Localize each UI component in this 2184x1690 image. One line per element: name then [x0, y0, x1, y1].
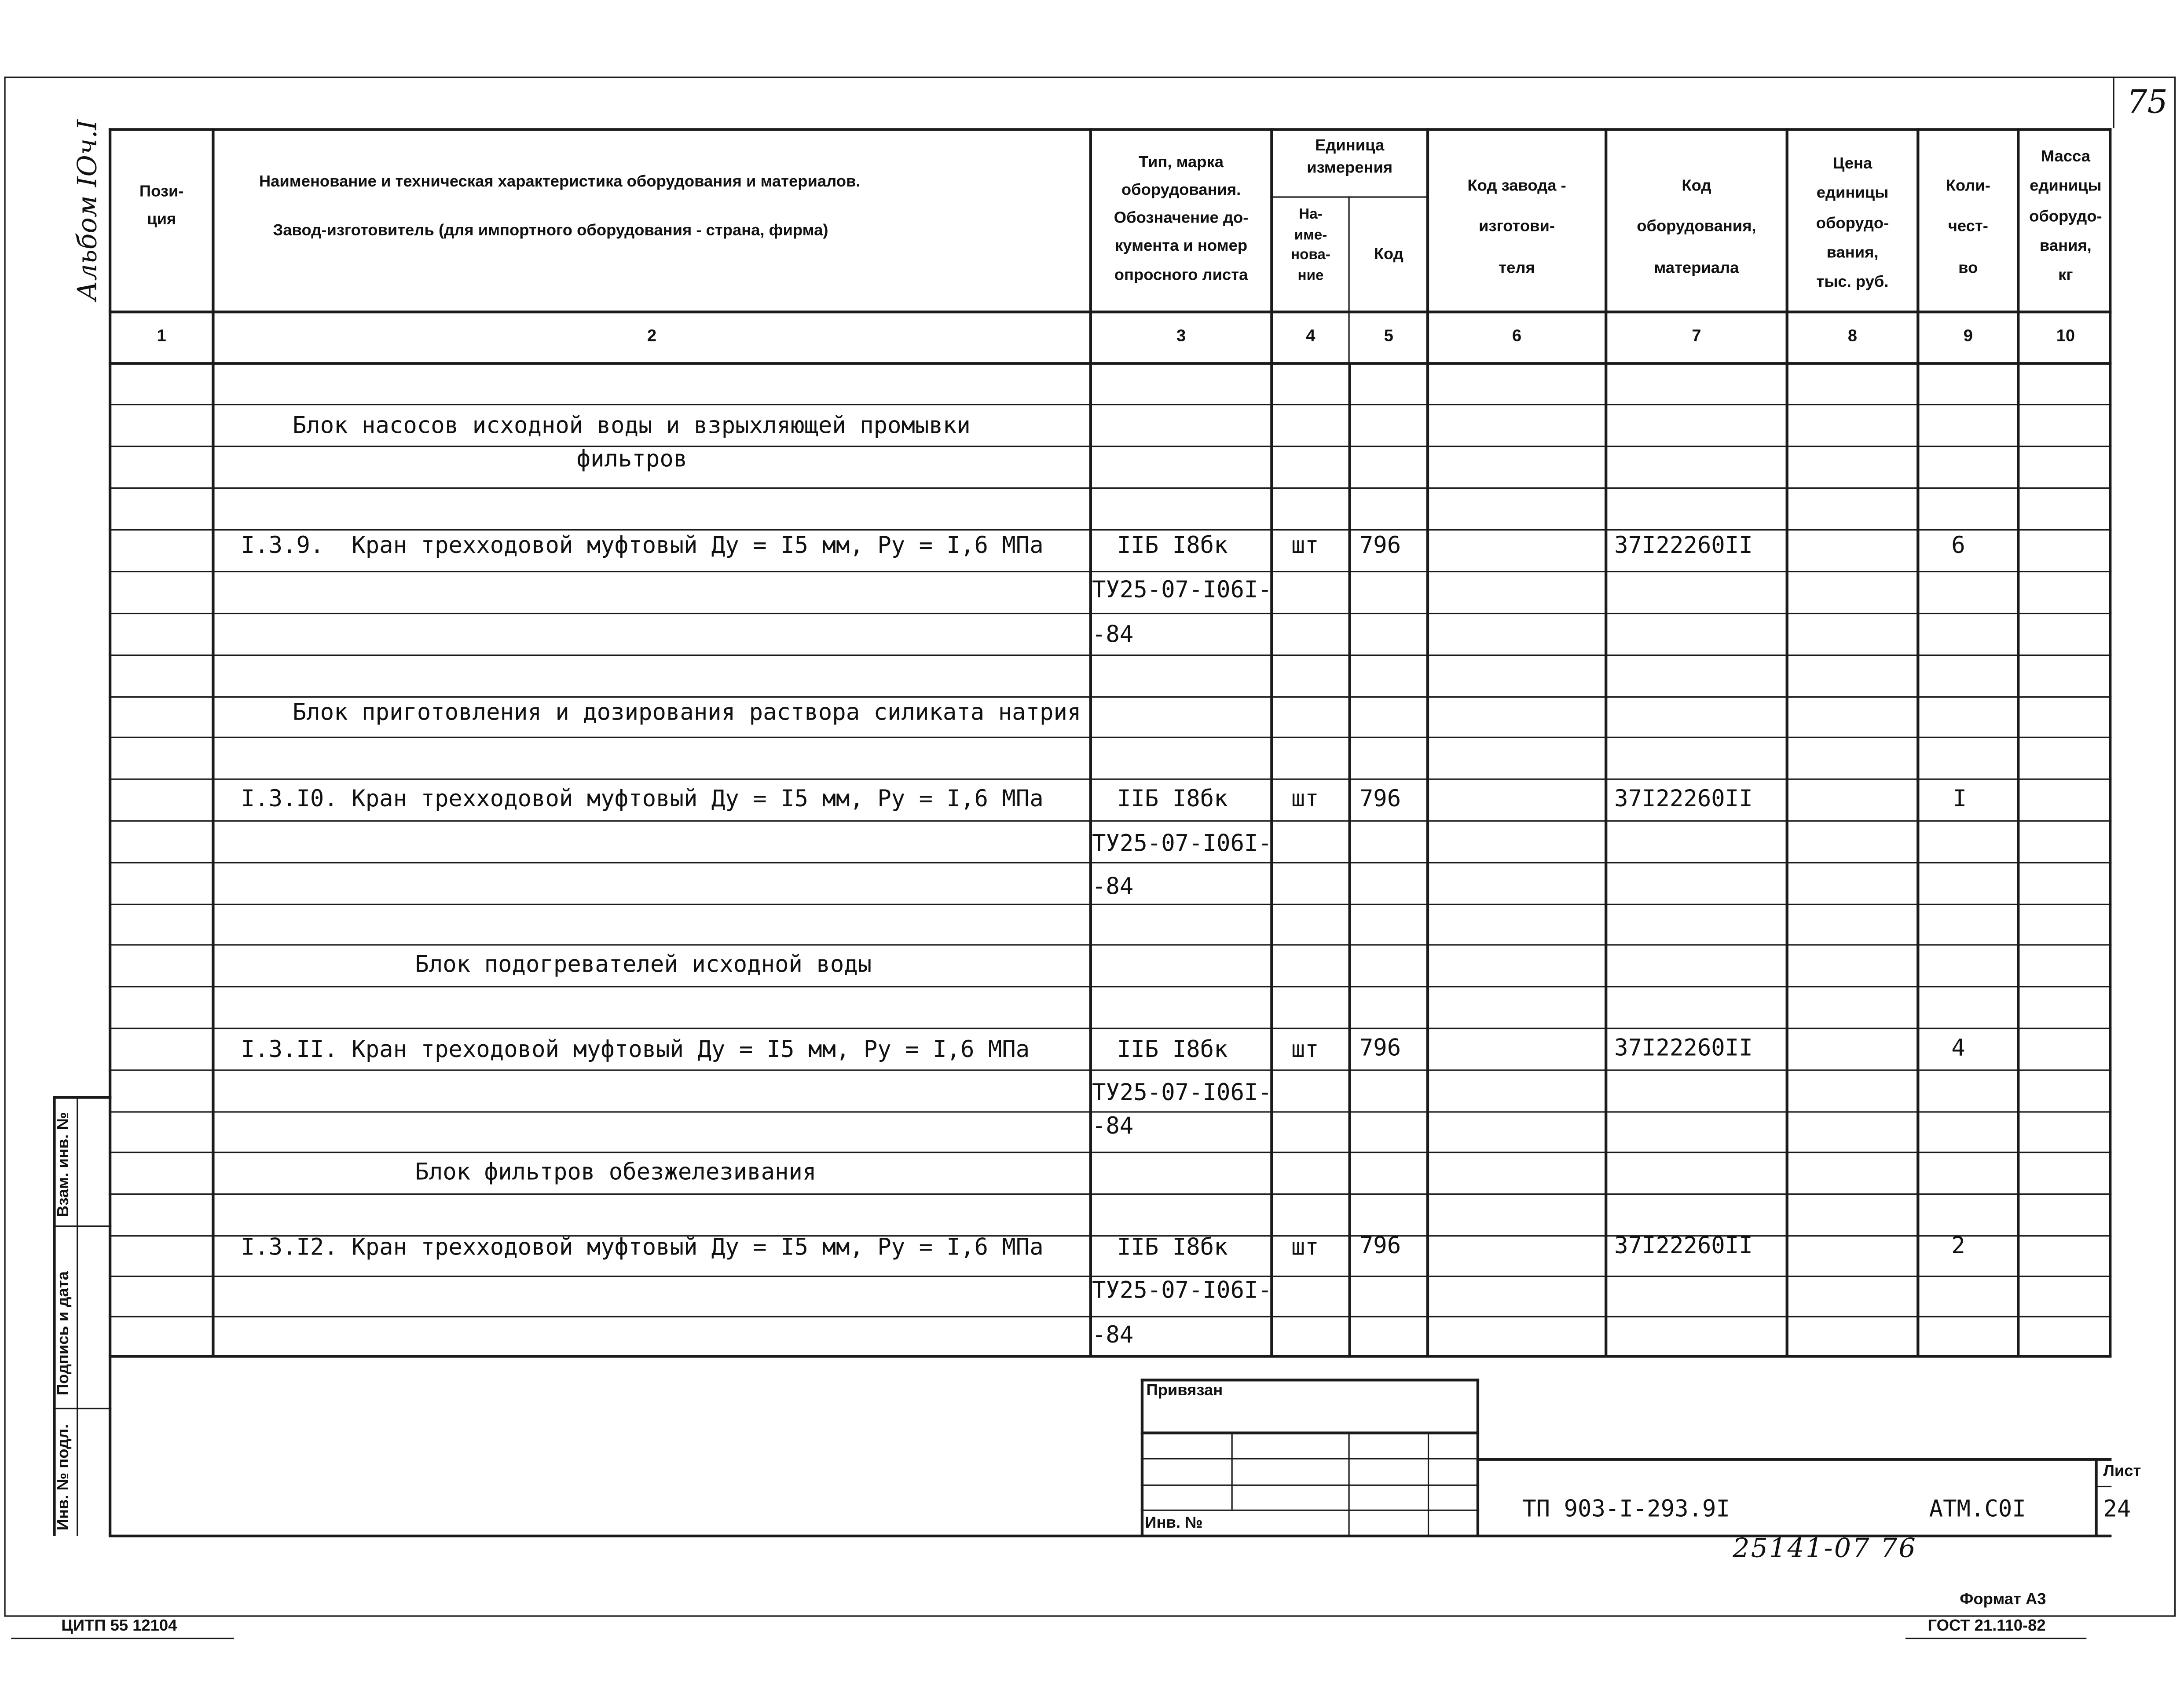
- header-name-line1: Наименование и техническая характеристика оборудования и материалов.: [259, 174, 861, 191]
- footer-format: Формат А3: [1960, 1591, 2046, 1609]
- item-quantity: 4: [1951, 1035, 1965, 1061]
- item-equipment-code: 37I22260II: [1614, 785, 1753, 812]
- section-title: Блок фильтров обезжелезивания: [415, 1158, 817, 1185]
- footer-gost: ГОСТ 21.110-82: [1927, 1618, 2046, 1635]
- item-document: -84: [1092, 621, 1134, 648]
- column-number: 9: [1963, 326, 1973, 346]
- item-unit-code: 796: [1359, 785, 1401, 812]
- header-factory-code: Код завода - изготови- теля: [1467, 178, 1566, 277]
- item-document: -84: [1092, 1112, 1134, 1139]
- section-title: Блок насосов исходной воды и взрыхляющей промывки: [292, 412, 971, 439]
- handwritten-number: 25141-07 76: [1733, 1533, 1917, 1564]
- header-price: Цена единицы оборудо- вания, тыс. руб.: [1816, 156, 1889, 291]
- item-unit: шт: [1291, 532, 1319, 559]
- item-equipment-code: 37I22260II: [1614, 532, 1753, 559]
- item-unit: шт: [1291, 1233, 1319, 1261]
- sheet-number: 24: [2103, 1496, 2131, 1522]
- item-unit-code: 796: [1359, 1035, 1401, 1061]
- item-name: I.3.9. Кран трехходовой муфтовый Ду = I5 мм, Ру = I,6 МПа: [241, 532, 1044, 559]
- header-unit-code: Код: [1374, 246, 1403, 263]
- item-unit: шт: [1291, 785, 1319, 812]
- header-unit-group: Единица измерения: [1307, 138, 1393, 176]
- item-type: IIБ I8бк: [1117, 532, 1228, 559]
- column-number: 5: [1384, 326, 1393, 346]
- item-document: ТУ25-07-I06I-: [1092, 576, 1272, 603]
- item-document: -84: [1092, 873, 1134, 900]
- frame-bottom: [4, 1615, 2175, 1617]
- sheet-label: Лист: [2103, 1463, 2141, 1481]
- item-document: ТУ25-07-I06I-: [1092, 1277, 1272, 1304]
- frame-top: [4, 77, 2175, 78]
- item-document: -84: [1092, 1321, 1134, 1348]
- footer-left: ЦИТП 55 12104: [61, 1618, 177, 1635]
- header-type: Тип, марка оборудования. Обозначение до- кумента и номер опросного листа: [1114, 154, 1249, 284]
- item-type: IIБ I8бк: [1117, 785, 1228, 812]
- frame-left: [4, 77, 6, 1617]
- item-unit: шт: [1291, 1036, 1319, 1063]
- item-equipment-code: 37I22260II: [1614, 1035, 1753, 1061]
- item-quantity: 6: [1951, 532, 1965, 559]
- column-number: 3: [1176, 326, 1186, 346]
- header-equipment-code: Код оборудования, материала: [1637, 178, 1756, 277]
- document-mark: АТМ.С0I: [1929, 1496, 2026, 1522]
- item-name: I.3.II. Кран треходовой муфтовый Ду = I5 мм, Ру = I,6 МПа: [241, 1036, 1030, 1063]
- side-label-replacement: Взам. инв. №: [55, 1112, 73, 1217]
- item-unit-code: 796: [1359, 532, 1401, 559]
- column-number: 8: [1847, 326, 1858, 346]
- section-title: Блок приготовления и дозирования раствора силиката натрия: [292, 699, 1081, 726]
- document-code: ТП 903-I-293.9I: [1522, 1496, 1730, 1522]
- item-type: IIБ I8бк: [1117, 1233, 1228, 1261]
- item-document: ТУ25-07-I06I-: [1092, 830, 1272, 856]
- side-label-inventory: Инв. № подл.: [55, 1424, 73, 1531]
- header-unit-name: На- име- нова- ние: [1291, 206, 1330, 285]
- frame-right: [2174, 77, 2176, 1617]
- section-title: фильтров: [576, 446, 688, 472]
- column-number: 6: [1512, 326, 1522, 346]
- item-name: I.3.I0. Кран трехходовой муфтовый Ду = I5 мм, Ру = I,6 МПа: [241, 785, 1044, 812]
- item-document: ТУ25-07-I06I-: [1092, 1079, 1272, 1106]
- item-quantity: 2: [1951, 1232, 1965, 1259]
- table-bottom-border: [109, 1355, 2111, 1358]
- album-label: Альбом IOч.I: [72, 119, 103, 301]
- table-top-border: [109, 128, 2111, 132]
- column-number: 10: [2056, 326, 2075, 346]
- item-equipment-code: 37I22260II: [1614, 1232, 1753, 1259]
- stamp-attached: Привязан: [1146, 1383, 1223, 1400]
- side-label-signature: Подпись и дата: [55, 1271, 73, 1396]
- stamp-inventory-number: Инв. №: [1145, 1515, 1203, 1532]
- header-quantity: Коли- чест- во: [1946, 178, 1990, 277]
- item-type: IIБ I8бк: [1117, 1036, 1228, 1063]
- column-number: 2: [647, 326, 657, 346]
- header-position: Пози- ция: [139, 183, 184, 229]
- item-name: I.3.I2. Кран трехходовой муфтовый Ду = I5 мм, Ру = I,6 МПа: [241, 1233, 1044, 1261]
- page-number: 75: [2127, 85, 2168, 121]
- item-unit-code: 796: [1359, 1232, 1401, 1259]
- column-number: 1: [157, 326, 166, 346]
- item-quantity: I: [1953, 785, 1967, 812]
- column-number: 4: [1306, 326, 1316, 346]
- header-mass: Масса единицы оборудо- вания, кг: [2029, 149, 2102, 285]
- column-number: 7: [1692, 326, 1701, 346]
- section-title: Блок подогревателей исходной воды: [415, 951, 872, 978]
- header-name-line2: Завод-изготовитель (для импортного оборудования - страна, фирма): [273, 223, 828, 240]
